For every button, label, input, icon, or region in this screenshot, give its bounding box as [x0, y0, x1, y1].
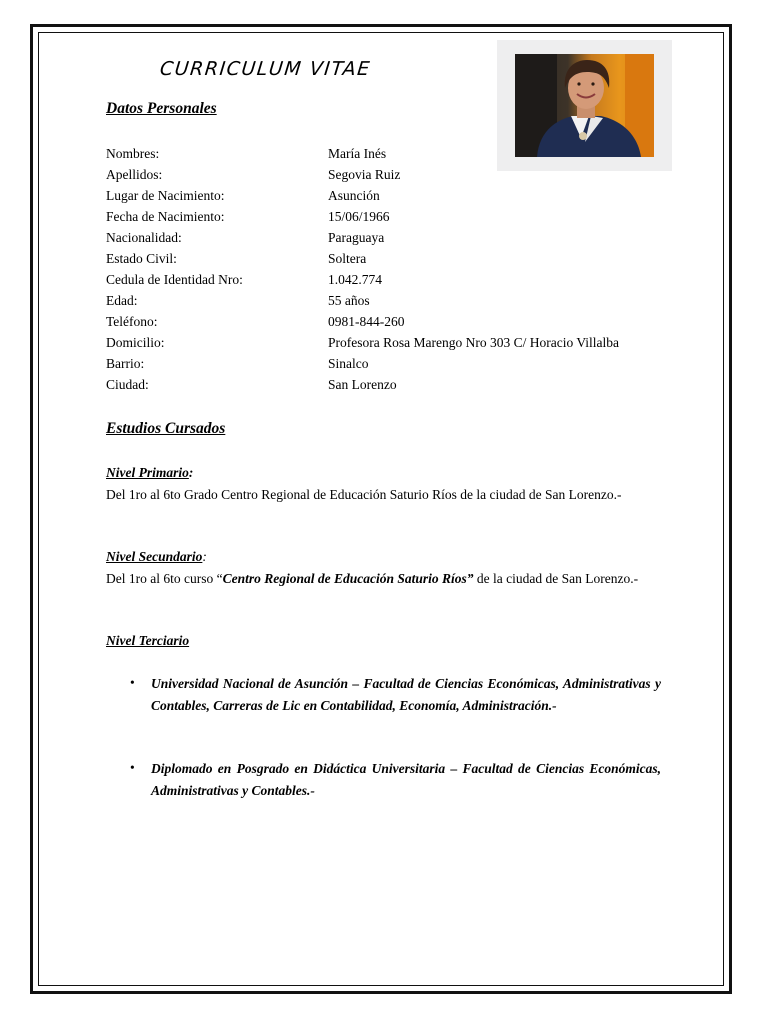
row-value: 0981-844-260 — [328, 314, 405, 329]
personal-row-apellidos — [106, 167, 666, 187]
row-value: Asunción — [328, 188, 380, 203]
row-value: San Lorenzo — [328, 377, 397, 392]
row-label: Fecha de Nacimiento: — [106, 209, 225, 224]
studies-heading: Estudios Cursados — [106, 420, 226, 437]
bullet-icon: • — [130, 760, 135, 775]
personal-row-cedula — [106, 272, 666, 292]
personal-row-telefono — [106, 314, 666, 334]
row-label: Domicilio: — [106, 335, 165, 350]
tertiary-item-universidad: Universidad Nacional de Asunción – Facultad de Ciencias Económicas, Administrativas y Contables, Carreras de Lic en Contabilidad, Economía, Administración.- — [151, 676, 661, 713]
secondary-level-text — [106, 568, 661, 589]
secondary-text-emphasis: Centro Regional de Educación Saturio Ríos” — [222, 571, 474, 586]
profile-photo — [515, 54, 654, 157]
row-label: Edad: — [106, 293, 138, 308]
row-value: 15/06/1966 — [328, 209, 390, 224]
row-value: María Inés — [328, 146, 387, 161]
primary-level-colon: : — [188, 465, 194, 480]
personal-row-estado-civil — [106, 251, 666, 271]
secondary-level-heading — [106, 549, 207, 565]
tertiary-level-label: Nivel Terciario — [106, 633, 190, 648]
bullet-icon: • — [130, 675, 135, 690]
row-value: Profesora Rosa Marengo Nro 303 C/ Horacio Villalba — [328, 335, 620, 350]
person-portrait-icon — [515, 54, 654, 157]
personal-row-fecha-nacimiento — [106, 209, 666, 229]
row-value: 55 años — [328, 293, 370, 308]
personal-row-domicilio — [106, 335, 666, 355]
tertiary-item-diplomado: Diplomado en Posgrado en Didáctica Universitaria – Facultad de Ciencias Económicas, Administrativas y Contables.- — [151, 761, 661, 798]
primary-level-text: Del 1ro al 6to Grado Centro Regional de Educación Saturio Ríos de la ciudad de San Lorenzo.- — [106, 487, 622, 502]
personal-row-edad — [106, 293, 666, 313]
row-label: Teléfono: — [106, 314, 158, 329]
row-label: Barrio: — [106, 356, 145, 371]
primary-level-heading — [106, 465, 193, 481]
row-label: Nombres: — [106, 146, 160, 161]
personal-row-nacionalidad — [106, 230, 666, 250]
personal-row-ciudad — [106, 377, 666, 397]
personal-row-barrio — [106, 356, 666, 376]
row-label: Apellidos: — [106, 167, 163, 182]
tertiary-level-heading — [106, 633, 189, 649]
personal-data-heading: Datos Personales — [106, 100, 217, 117]
row-label: Nacionalidad: — [106, 230, 182, 245]
page-title: CURRICULUM VITAE — [158, 58, 372, 80]
secondary-level-colon: : — [202, 549, 207, 564]
row-value: Sinalco — [328, 356, 369, 371]
personal-row-lugar-nacimiento — [106, 188, 666, 208]
primary-level-label: Nivel Primario — [106, 465, 189, 480]
row-label: Estado Civil: — [106, 251, 177, 266]
row-value: Soltera — [328, 251, 367, 266]
secondary-text-before: Del 1ro al 6to curso “ — [106, 571, 223, 586]
row-label: Ciudad: — [106, 377, 149, 392]
row-label: Cedula de Identidad Nro: — [106, 272, 243, 287]
row-value: Segovia Ruiz — [328, 167, 401, 182]
row-label: Lugar de Nacimiento: — [106, 188, 225, 203]
row-value: 1.042.774 — [328, 272, 382, 287]
row-value: Paraguaya — [328, 230, 385, 245]
secondary-text-after: de la ciudad de San Lorenzo.- — [473, 571, 639, 586]
secondary-level-label: Nivel Secundario — [106, 549, 203, 564]
personal-row-nombres — [106, 146, 666, 166]
